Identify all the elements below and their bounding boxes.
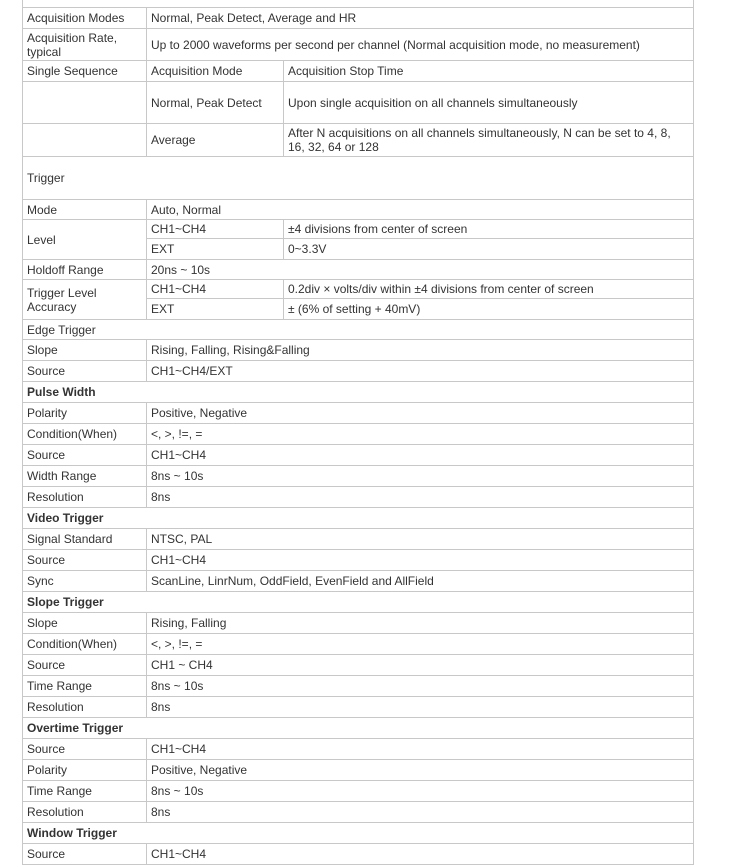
section-title: Window Trigger xyxy=(27,826,117,840)
spec-value: 8ns xyxy=(146,487,693,507)
spec-value: Upon single acquisition on all channels simultaneously xyxy=(283,82,693,123)
spec-value: CH1~CH4 xyxy=(146,739,693,759)
spec-value: Up to 2000 waveforms per second per channel (Normal acquisition mode, no measurement) xyxy=(146,29,693,60)
spec-label: Signal Standard xyxy=(27,532,113,546)
table-row xyxy=(22,82,694,124)
table-row xyxy=(22,361,694,382)
table-row xyxy=(22,260,694,280)
spec-label: Source xyxy=(27,448,66,462)
spec-value: 8ns xyxy=(146,802,693,822)
spec-label: Holdoff Range xyxy=(27,262,104,277)
spec-label: Source xyxy=(27,553,66,567)
table-row xyxy=(22,8,694,29)
spec-label: Polarity xyxy=(27,763,68,777)
table-row xyxy=(22,220,694,260)
spec-value: Auto, Normal xyxy=(146,200,693,219)
table-row xyxy=(22,124,694,157)
table-row xyxy=(22,802,694,823)
spec-value: 8ns ~ 10s xyxy=(146,676,693,696)
table-row xyxy=(22,697,694,718)
table-row xyxy=(22,760,694,781)
spec-table xyxy=(22,0,694,865)
spec-label xyxy=(23,82,146,123)
spec-label: Condition(When) xyxy=(27,637,118,651)
table-row xyxy=(22,424,694,445)
spec-label: Resolution xyxy=(27,805,84,819)
spec-value: CH1~CH4 xyxy=(146,445,693,465)
spec-label: Slope xyxy=(27,616,58,630)
spec-label: Source xyxy=(27,658,66,672)
table-row xyxy=(22,613,694,634)
spec-sub-label: CH1~CH4 xyxy=(146,220,283,238)
table-row xyxy=(22,718,694,739)
spec-label: Resolution xyxy=(27,490,84,504)
spec-value: Positive, Negative xyxy=(146,760,693,780)
spec-label: Time Range xyxy=(27,679,92,693)
spec-label: Source xyxy=(27,847,66,861)
sub-row xyxy=(146,220,693,239)
spec-label: Width Range xyxy=(27,469,97,483)
table-row xyxy=(22,508,694,529)
table-row xyxy=(22,487,694,508)
spec-value: CH1 ~ CH4 xyxy=(146,655,693,675)
spec-label: Sync xyxy=(27,574,54,588)
table-row xyxy=(22,550,694,571)
spec-label: Acquisition Modes xyxy=(27,11,125,25)
spec-value: ±4 divisions from center of screen xyxy=(283,220,693,238)
spec-label: Source xyxy=(27,364,66,378)
spec-value: After N acquisitions on all channels simultaneously, N can be set to 4, 8, 16, 32, 64 or 128 xyxy=(283,124,693,156)
spec-label: Slope xyxy=(27,343,58,357)
spec-label: Level xyxy=(27,232,56,247)
spec-label: Resolution xyxy=(27,700,84,714)
spec-sub-label: EXT xyxy=(146,299,283,319)
table-row xyxy=(22,529,694,550)
section-title: Edge Trigger xyxy=(27,322,96,337)
table-row xyxy=(22,29,694,61)
spec-value: 8ns ~ 10s xyxy=(146,781,693,801)
section-title: Overtime Trigger xyxy=(27,721,124,735)
table-row xyxy=(22,676,694,697)
section-title: Video Trigger xyxy=(27,511,104,525)
table-row xyxy=(22,634,694,655)
section-title: Trigger xyxy=(27,171,65,185)
spec-value: Rising, Falling, Rising&Falling xyxy=(146,340,693,360)
spec-sub-header: Acquisition Stop Time xyxy=(283,61,693,81)
spec-label: Acquisition Rate, typical xyxy=(27,30,118,59)
table-row xyxy=(22,280,694,320)
section-title: Slope Trigger xyxy=(27,595,104,609)
spec-value: 20ns ~ 10s xyxy=(146,260,693,279)
spec-value: ScanLine, LinrNum, OddField, EvenField and AllField xyxy=(146,571,693,591)
spec-value: 8ns ~ 10s xyxy=(146,466,693,486)
spec-label: Single Sequence xyxy=(27,64,118,78)
spec-label: Trigger Level Accuracy xyxy=(27,285,97,314)
spec-value: CH1~CH4 xyxy=(146,550,693,570)
table-row xyxy=(22,320,694,340)
table-row xyxy=(22,592,694,613)
spec-value: Positive, Negative xyxy=(146,403,693,423)
spec-value: 0~3.3V xyxy=(283,239,693,259)
spec-value: CH1~CH4 xyxy=(146,844,693,864)
table-row xyxy=(22,844,694,865)
table-row xyxy=(22,655,694,676)
spec-label: Source xyxy=(27,742,66,756)
spec-sub-label: EXT xyxy=(146,239,283,259)
spec-sub-label: CH1~CH4 xyxy=(146,280,283,298)
spec-label: Condition(When) xyxy=(27,427,118,441)
spec-label: Mode xyxy=(27,202,58,217)
spec-label: Polarity xyxy=(27,406,68,420)
table-row xyxy=(22,445,694,466)
spec-value: ± (6% of setting + 40mV) xyxy=(283,299,693,319)
table-row xyxy=(22,157,694,200)
spec-value: CH1~CH4/EXT xyxy=(146,361,693,381)
spec-sub-label: Average xyxy=(146,124,283,156)
table-row xyxy=(22,61,694,82)
table-row xyxy=(22,200,694,220)
spec-label xyxy=(23,124,146,156)
table-row xyxy=(22,382,694,403)
spec-sub-label: Normal, Peak Detect xyxy=(146,82,283,123)
table-row xyxy=(22,823,694,844)
spec-value: Rising, Falling xyxy=(146,613,693,633)
table-row xyxy=(22,781,694,802)
sub-row xyxy=(146,299,693,319)
spec-sub-header: Acquisition Mode xyxy=(146,61,283,81)
sub-row xyxy=(146,239,693,259)
table-row xyxy=(22,571,694,592)
spec-value: 8ns xyxy=(146,697,693,717)
spec-value: <, >, !=, = xyxy=(146,424,693,444)
section-title: Pulse Width xyxy=(27,385,96,399)
table-row xyxy=(22,0,694,8)
table-row xyxy=(22,403,694,424)
table-row xyxy=(22,340,694,361)
spec-value: Normal, Peak Detect, Average and HR xyxy=(146,8,693,28)
spec-value: <, >, !=, = xyxy=(146,634,693,654)
spec-label: Time Range xyxy=(27,784,92,798)
table-row xyxy=(22,466,694,487)
spec-value: NTSC, PAL xyxy=(146,529,693,549)
table-row xyxy=(22,739,694,760)
spec-value: 0.2div × volts/div within ±4 divisions from center of screen xyxy=(283,280,693,298)
sub-row xyxy=(146,280,693,299)
